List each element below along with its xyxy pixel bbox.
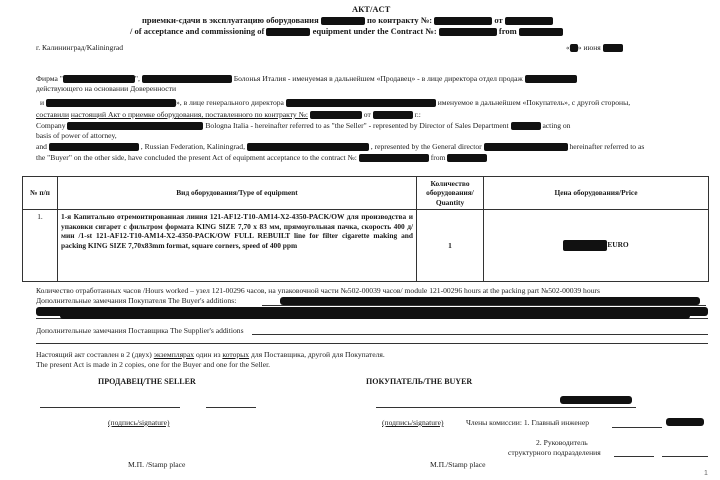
equipment-table xyxy=(22,176,709,282)
table-header-row xyxy=(23,177,709,210)
redaction xyxy=(570,44,578,52)
redaction xyxy=(60,313,690,319)
buyer-location-en: , Russian Federation, Kaliningrad, xyxy=(140,142,245,151)
redaction xyxy=(519,28,563,36)
title-en-contract: equipment under the Contract №: xyxy=(312,26,437,36)
copies-ru xyxy=(36,350,385,359)
from-label: from xyxy=(430,153,446,162)
quote: " xyxy=(59,74,63,83)
seller-signature-line xyxy=(40,407,180,408)
title-rest: КТ/ACT xyxy=(358,4,391,14)
redaction xyxy=(434,17,492,25)
col-number-header: № п/п xyxy=(23,177,58,210)
title-en-prefix: / of acceptance and commissioning of xyxy=(130,26,265,36)
quote: », xyxy=(175,98,182,107)
redaction xyxy=(373,111,413,119)
head-line xyxy=(614,456,654,457)
firm-label: Фирма xyxy=(36,74,58,83)
act-reference-ru: настоящий Акт о приемке оборудования, поставленного по контракту №: xyxy=(70,110,308,119)
seller-name-line xyxy=(206,407,256,408)
copies-word: которых xyxy=(222,350,250,359)
remarks-line xyxy=(36,343,708,344)
city: г. Калининград/Kaliningrad xyxy=(36,43,124,52)
parties-en-line2: basis of power of attorney, xyxy=(36,131,117,140)
date-quote-close: » xyxy=(577,43,582,52)
hereinafter-en: hereinafter referred to as xyxy=(569,142,645,151)
composed-word: составили xyxy=(36,110,70,119)
title-line-en xyxy=(130,26,563,37)
copies-ru-mid: один из xyxy=(195,350,221,359)
buyer-signature-label: (подпись/signature) xyxy=(382,418,444,427)
redaction xyxy=(310,111,362,119)
redaction xyxy=(560,396,632,404)
redaction xyxy=(266,28,310,36)
title-line-ru xyxy=(142,15,553,26)
remarks-line xyxy=(262,305,706,306)
parties-ru-line2: действующего на основании Доверенности xyxy=(36,84,177,93)
document-title xyxy=(352,4,390,15)
date-month: июня xyxy=(583,43,601,52)
buyer-representative-en: , represented by the General director xyxy=(370,142,482,151)
redaction xyxy=(359,154,429,162)
redaction xyxy=(439,28,497,36)
redaction xyxy=(563,240,607,251)
redaction xyxy=(525,75,577,83)
copies-word: экземплярах xyxy=(153,350,195,359)
head-label-1: 2. Руководитель xyxy=(536,438,588,447)
supplier-remarks-label: Дополнительные замечания Поставщика The Supplier's additions xyxy=(36,326,244,335)
title-ru-prefix: приемки-сдачи в эксплуатацию оборудования xyxy=(142,15,319,25)
redaction xyxy=(321,17,365,25)
seller-description-en: Bologna Italia - hereinafter referred to as "the Seller" - represented by Director of Sales Department xyxy=(205,121,509,130)
parties-ru-line4 xyxy=(36,110,421,119)
parties-en-line1 xyxy=(36,121,570,130)
redaction xyxy=(286,99,436,107)
redaction xyxy=(247,143,369,151)
parties-ru-line3 xyxy=(40,98,630,107)
engineer-line xyxy=(612,427,662,428)
redaction xyxy=(511,122,541,130)
buyer-representative-ru: в лице генерального директора xyxy=(183,98,284,107)
redaction xyxy=(63,75,135,83)
title-en-from: from xyxy=(498,26,517,36)
redaction xyxy=(603,44,623,52)
title-ru-contract: по контракту №: xyxy=(366,15,433,25)
hours-worked: Количество отработанных часов /Hours worked – узел 121-00296 часов, на упаковочной части №502-00039 часов/ module 121-00296 hours at the packing part №502-00039 hours xyxy=(36,286,600,295)
redaction xyxy=(505,17,553,25)
copies-ru-end: для Поставщика, другой для Покупателя. xyxy=(251,350,385,359)
equipment-description: 1-я Капитально отремонтированная линия 121-AF12-T10-AM14-X2-4350-PACK/OW для производства и упаковки сигарет с фильтром формата KING SIZE 7,70 х 83 мм, прямоугольная пачка, скорость 400 д/мин /1-st 121-AF12-T10-AM14-X2-4350-PACK/OW FULL REBUILT line for filter cigarette making and packing KING SIZE 7,70x83mm format, square corners, speed of 400 ppm xyxy=(58,210,417,282)
head-label-2: структурного подразделения xyxy=(508,448,601,457)
remarks-line xyxy=(252,334,708,335)
company-label: Company xyxy=(36,121,66,130)
seller-stamp-place: М.П. /Stamp place xyxy=(128,460,186,469)
quote: ", xyxy=(134,74,140,83)
redaction xyxy=(67,122,203,130)
parties-en-line3 xyxy=(36,142,644,151)
price-currency: EURO xyxy=(607,240,629,250)
redaction xyxy=(49,143,139,151)
col-quantity-header: Количество оборудования/ Quantity xyxy=(417,177,484,210)
head-line xyxy=(662,456,708,457)
equipment-price xyxy=(484,210,709,282)
redaction xyxy=(447,154,487,162)
redaction xyxy=(46,99,176,107)
title-cursor-letter: А xyxy=(352,4,359,14)
redaction xyxy=(666,418,704,426)
page-number: 1 xyxy=(704,470,708,477)
seller-description-ru: Болонья Италия - именуемая в дальнейшем «Продавец» - в лице директора отдел продаж xyxy=(233,74,523,83)
seller-title: ПРОДАВЕЦ/THE SELLER xyxy=(98,377,196,386)
parties-en-line4 xyxy=(36,153,487,162)
seller-signature-label: (подпись/signature) xyxy=(108,418,170,427)
equipment-quantity: 1 xyxy=(417,210,484,282)
buyer-signature-line xyxy=(376,407,636,408)
redaction xyxy=(142,75,232,83)
copies-en: The present Act is made in 2 copies, one for the Buyer and one for the Seller. xyxy=(36,360,271,369)
and-label: and xyxy=(36,142,47,151)
buyer-title: ПОКУПАТЕЛЬ/THE BUYER xyxy=(366,377,473,386)
redaction xyxy=(484,143,568,151)
and-label: и xyxy=(40,98,45,107)
document-date xyxy=(566,43,623,52)
commission-members xyxy=(466,418,589,427)
row-number: 1. xyxy=(23,210,58,282)
date-quote-open: « xyxy=(566,43,570,52)
parties-ru-line1 xyxy=(36,74,577,83)
col-price-header: Цена оборудования/Price xyxy=(484,177,709,210)
act-reference-en: the "Buyer" on the other side, have concluded the present Act of equipment acceptance to the contract №: xyxy=(36,153,357,162)
commission-label: Члены комиссии: 1. Главный инженер xyxy=(466,418,590,427)
table-row xyxy=(23,210,709,282)
buyer-remarks-label: Дополнительные замечания Покупателя The Buyer's additions: xyxy=(36,296,237,305)
copies-ru-pre: Настоящий акт составлен в 2 (двух) xyxy=(36,350,152,359)
from-label: от xyxy=(363,110,371,119)
acting-on: acting on xyxy=(542,121,571,130)
title-ru-from: от xyxy=(494,15,503,25)
year-suffix: г.: xyxy=(414,110,421,119)
buyer-stamp-place: М.П./Stamp place xyxy=(430,460,486,469)
col-type-header: Вид оборудования/Type of equipment xyxy=(58,177,417,210)
redaction xyxy=(280,297,700,305)
buyer-description-ru: именуемое в дальнейшем «Покупатель», с другой стороны, xyxy=(437,98,631,107)
